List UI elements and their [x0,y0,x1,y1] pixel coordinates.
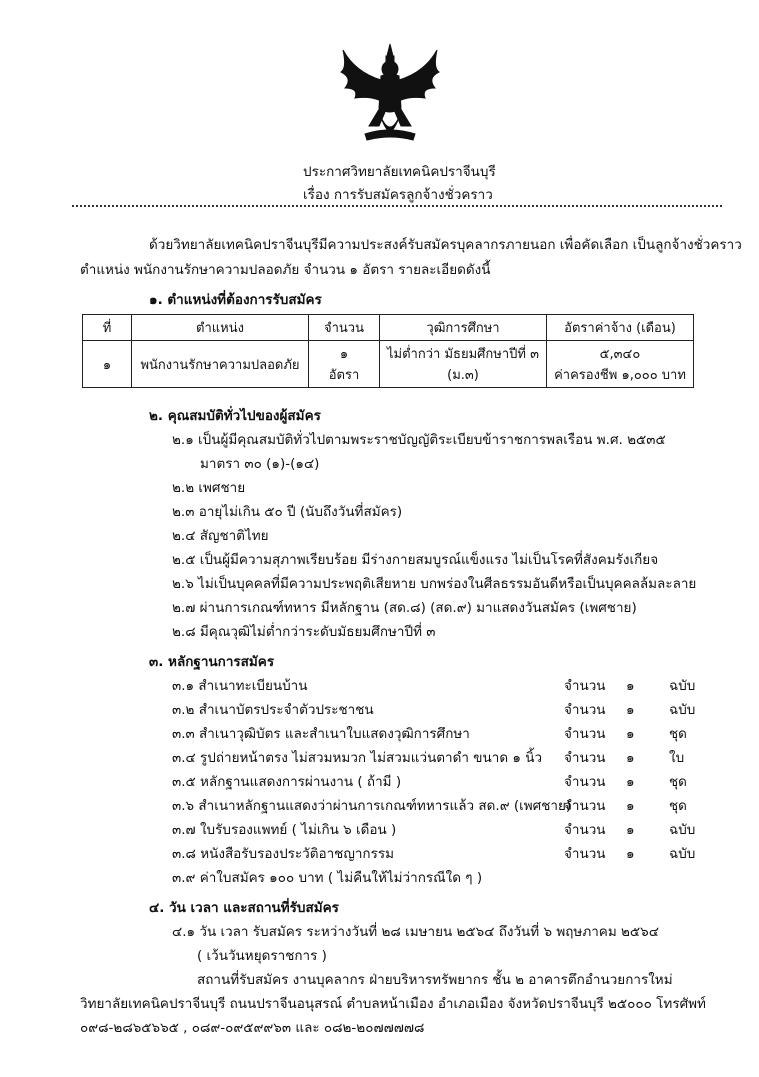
cell-no: ๑ [83,341,132,388]
document-kind: ชุด [669,726,687,742]
document-qty: ๑ [626,774,635,790]
qualification-item: ๒.๑ เป็นผู้มีคุณสมบัติทั่วไปตามพระราชบัญญัติระเบียบข้าราชการพลเรือน พ.ศ. ๒๕๓๕ [172,432,666,448]
qualification-item: ๒.๓ อายุไม่เกิน ๕๐ ปี (นับถึงวันที่สมัคร) [172,504,403,520]
header-no: ที่ [83,315,132,341]
document-row [172,722,702,744]
document-unit: จำนวน [564,774,606,790]
document-row [172,842,702,864]
place-line-2: วิทยาลัยเทคนิคปราจีนบุรี ถนนปราจีนอนุสรณ์ ตำบลหน้าเมือง อำเภอเมือง จังหวัดปราจีนบุรี ๒๕๐๐๐ โทรศัพท์ [80,996,706,1012]
holiday-note: ( เว้นวันหยุดราชการ ) [197,948,327,964]
application-fee: ๓.๙ ค่าใบสมัคร ๑๐๐ บาท ( ไม่คืนให้ไม่ว่ากรณีใด ๆ ) [172,870,483,886]
document-qty: ๑ [626,846,635,862]
document-unit: จำนวน [564,750,606,766]
qualification-item: ๒.๒ เพศชาย [172,480,246,496]
document-qty: ๑ [626,678,635,694]
document-unit: จำนวน [564,726,606,742]
cell-position: พนักงานรักษาความปลอดภัย [132,341,309,388]
section-3-heading: ๓. หลักฐานการสมัคร [149,654,275,670]
document-label: ๓.๕ หลักฐานแสดงการผ่านงาน ( ถ้ามี ) [172,774,402,790]
garuda-emblem-icon [335,42,445,150]
document-kind: ฉบับ [669,846,696,862]
subject-title: เรื่อง การรับสมัครลูกจ้างชั่วคราว [303,187,493,203]
document-unit: จำนวน [564,798,606,814]
position-table [82,314,694,388]
wage-value: ๕,๓๔๐ [599,347,641,362]
document-label: ๓.๓ สำเนาวุฒิบัตร และสำเนาใบแสดงวุฒิการศึกษา [172,726,470,742]
document-kind: ชุด [669,798,687,814]
document-label: ๓.๖ สำเนาหลักฐานแสดงว่าผ่านการเกณฑ์ทหารแล้ว สด.๙ (เพศชาย) [172,798,572,814]
qualification-item: ๒.๕ เป็นผู้มีความสุภาพเรียบร้อย มีร่างกายสมบูรณ์แข็งแรง ไม่เป็นโรคที่สังคมรังเกียจ [172,552,659,568]
document-qty: ๑ [626,750,635,766]
intro-line-2: ตำแหน่ง พนักงานรักษาความปลอดภัย จำนวน ๑ อัตรา รายละเอียดดังนี้ [80,262,491,278]
dotted-divider [72,205,722,207]
document-row [172,818,702,840]
education-text: ไม่ต่ำกว่า มัธยมศึกษาปีที่ ๓ [387,347,539,362]
document-row [172,794,702,816]
document-row [172,770,702,792]
qualification-item: ๒.๘ มีคุณวุฒิไม่ต่ำกว่าระดับมัธยมศึกษาปีที่ ๓ [172,624,436,640]
header-education: วุฒิการศึกษา [380,315,547,341]
document-label: ๓.๔ รูปถ่ายหน้าตรง ไม่สวมหมวก ไม่สวมแว่นตาดำ ขนาด ๑ นิ้ว [172,750,543,766]
agency-title: ประกาศวิทยาลัยเทคนิคปราจีนบุรี [303,164,496,180]
intro-line-1: ด้วยวิทยาลัยเทคนิคปราจีนบุรีมีความประสงค์รับสมัครบุคลากรภายนอก เพื่อคัดเลือก เป็นลูกจ้างชั่วคราว [149,237,742,253]
section-1-heading: ๑. ตำแหน่งที่ต้องการรับสมัคร [149,292,322,308]
document-label: ๓.๗ ใบรับรองแพทย์ ( ไม่เกิน ๖ เดือน ) [172,822,397,838]
document-qty: ๑ [626,702,635,718]
document-unit: จำนวน [564,846,606,862]
document-unit: จำนวน [564,822,606,838]
qualification-item: ๒.๗ ผ่านการเกณฑ์ทหาร มีหลักฐาน (สด.๘) (สด.๙) มาแสดงวันสมัคร (เพศชาย) [172,600,637,616]
header-count: จำนวน [309,315,380,341]
phone-numbers: ๐๙๘-๒๘๖๕๖๖๕ , ๐๘๙-๐๙๕๙๙๖๓ และ ๐๘๒-๒๐๗๗๗๗๘ [80,1020,425,1036]
allowance-value: ค่าครองชีพ ๑,๐๐๐ บาท [554,368,686,383]
table-row [83,341,694,388]
document-qty: ๑ [626,726,635,742]
count-unit: อัตรา [328,368,360,383]
header-wage: อัตราค่าจ้าง (เดือน) [547,315,694,341]
application-dates: ๔.๑ วัน เวลา รับสมัคร ระหว่างวันที่ ๒๘ เมษายน ๒๕๖๔ ถึงวันที่ ๖ พฤษภาคม ๒๕๖๔ [172,924,659,940]
count-value: ๑ [339,347,349,362]
document-unit: จำนวน [564,702,606,718]
document-label: ๓.๘ หนังสือรับรองประวัติอาชญากรรม [172,846,394,862]
qualification-item: มาตรา ๓๐ (๑)-(๑๔) [200,456,320,472]
document-label: ๓.๒ สำเนาบัตรประจำตัวประชาชน [172,702,374,718]
document-row [172,698,702,720]
cell-wage [547,341,694,388]
document-kind: ชุด [669,774,687,790]
section-2-heading: ๒. คุณสมบัติทั่วไปของผู้สมัคร [149,408,321,424]
document-label: ๓.๑ สำเนาทะเบียนบ้าน [172,678,308,694]
section-4-heading: ๔. วัน เวลา และสถานที่รับสมัคร [149,900,339,916]
cell-education [380,341,547,388]
document-kind: ฉบับ [669,702,696,718]
education-abbr: (ม.๓) [447,368,479,383]
qualification-item: ๒.๔ สัญชาติไทย [172,528,269,544]
header-position: ตำแหน่ง [132,315,309,341]
qualification-item: ๒.๖ ไม่เป็นบุคคลที่มีความประพฤติเสียหาย บกพร่องในศีลธรรมอันดีหรือเป็นบุคคลล้มละลาย [172,576,697,592]
document-kind: ฉบับ [669,678,696,694]
document-kind: ใบ [669,750,685,766]
table-header-row [83,315,694,341]
document-qty: ๑ [626,798,635,814]
document-row [172,674,702,696]
document-kind: ฉบับ [669,822,696,838]
cell-count [309,341,380,388]
document-qty: ๑ [626,822,635,838]
place-line-1: สถานที่รับสมัคร งานบุคลากร ฝ่ายบริหารทรัพยากร ชั้น ๒ อาคารตึกอำนวยการใหม่ [197,972,673,988]
document-unit: จำนวน [564,678,606,694]
document-row [172,746,702,768]
